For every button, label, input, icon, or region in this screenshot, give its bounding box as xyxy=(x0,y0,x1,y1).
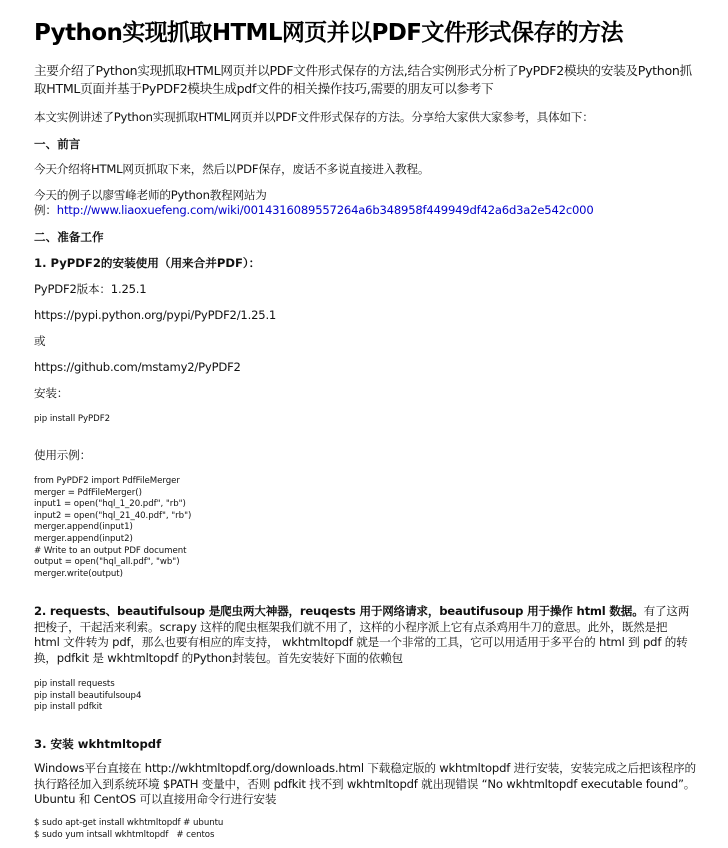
deps-code-block xyxy=(34,679,706,714)
section-heading-preface: 一、前言 xyxy=(34,137,81,151)
github-url: https://github.com/mstamy2/PyPDF2 xyxy=(34,360,241,374)
pypi-url: https://pypi.python.org/pypi/PyPDF2/1.25.1 xyxy=(34,308,277,322)
code-line: merger = PdfFileMerger() xyxy=(34,487,142,498)
code-line: output = open("hql_all.pdf", "wb") xyxy=(34,557,180,568)
code-line: pip install pdfkit xyxy=(34,702,103,713)
code-line: pip install requests xyxy=(34,679,115,689)
requests-paragraph xyxy=(34,604,692,666)
wkhtmltopdf-code-block xyxy=(34,818,706,841)
or-text: 或 xyxy=(34,334,46,348)
usage-label: 使用示例： xyxy=(34,448,91,462)
requests-heading: 2. requests、beautifulsoup 是爬虫两大神器，reuqests 用于网络请求，beautifusoup 用于操作 html 数据。 xyxy=(34,604,644,618)
code-line: pip install beautifulsoup4 xyxy=(34,690,142,701)
code-line: from PyPDF2 import PdfFileMerger xyxy=(34,476,180,486)
intro-paragraph: 本文实例讲述了Python实现抓取HTML网页并以PDF文件形式保存的方法。分享给大家供大家参考，具体如下： xyxy=(34,110,594,124)
code-line: input2 = open("hql_21_40.pdf", "rb") xyxy=(34,510,192,521)
subheading-pypdf2: 1. PyPDF2的安装使用（用来合并PDF）： xyxy=(34,256,261,270)
section-heading-preparation: 二、准备工作 xyxy=(34,230,104,244)
install-label: 安装： xyxy=(34,386,69,400)
wkhtmltopdf-paragraph: Windows平台直接在 http://wkhtmltopdf.org/downloads.html 下载稳定版的 wkhtmltopdf 进行安装，安装完成之后把该程序的执行路径加入到系统环境 $PATH 变量中，否则 pdfkit 找不到 wkhtmltopdf 就出现错误 “No wkhtmltopdf executable found”。Ubuntu 和 CentOS 可以直接用命令行进行安装 xyxy=(34,761,696,806)
article-summary: 主要介绍了Python实现抓取HTML网页并以PDF文件形式保存的方法,结合实例形式分析了PyPDF2模块的安装及Python抓取HTML页面并基于PyPDF2模块生成pdf文件的相关操作技巧,需要的朋友可以参考下 xyxy=(34,63,692,96)
tutorial-link[interactable]: http://www.liaoxuefeng.com/wiki/0014316089557264a6b348958f449949df42a6d3a2e542c000 xyxy=(56,203,594,217)
preface-paragraph: 今天介绍将HTML网页抓取下来，然后以PDF保存，废话不多说直接进入教程。 xyxy=(34,162,430,176)
example-site-line: 今天的例子以廖雪峰老师的Python教程网站为 xyxy=(34,188,267,202)
code-line: merger.append(input2) xyxy=(34,533,133,544)
page-title: Python实现抓取HTML网页并以PDF文件形式保存的方法 xyxy=(34,20,623,46)
code-line: # Write to an output PDF document xyxy=(34,545,187,556)
code-line: $ sudo yum intsall wkhtmltopdf # centos xyxy=(34,829,215,840)
example-site-link-line xyxy=(34,203,706,218)
subheading-wkhtmltopdf: 3. 安装 wkhtmltopdf xyxy=(34,737,162,751)
requests-body: 有了这两把梭子，干起活来利索。scrapy 这样的爬虫框架我们就不用了，这样的小程序派上它有点杀鸡用牛刀的意思。此外，既然是把 html 文件转为 pdf，那么也要有相应的库支持， wkhtmltopdf 就是一个非常的工具，它可以用适用于多平台的 html 到 pdf 的转换，pdfkit 是 wkhtmltopdf 的Python封装包。首先安装好下面的依赖包 xyxy=(34,604,690,665)
code-line: merger.write(output) xyxy=(34,568,123,579)
pypdf2-version: PyPDF2版本：1.25.1 xyxy=(34,282,147,296)
example-prefix: 例： xyxy=(34,203,57,217)
install-code: pip install PyPDF2 xyxy=(34,414,111,424)
usage-code-block xyxy=(34,476,706,580)
code-line: input1 = open("hql_1_20.pdf", "rb") xyxy=(34,499,186,510)
code-line: merger.append(input1) xyxy=(34,522,133,533)
code-line: $ sudo apt-get install wkhtmltopdf # ubuntu xyxy=(34,818,224,828)
